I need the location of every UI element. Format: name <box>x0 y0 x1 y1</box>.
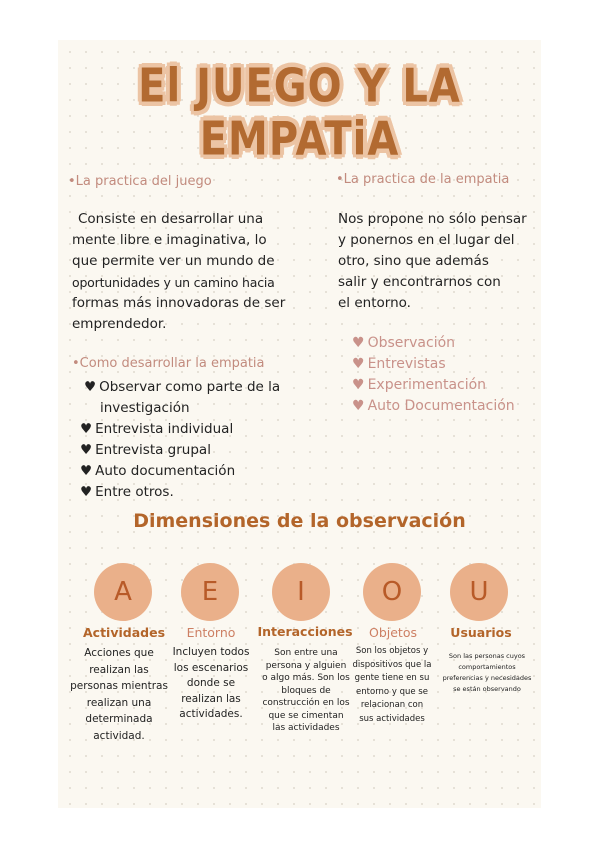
dimension-name-interacciones: Interacciones <box>257 624 353 639</box>
heading-practica-empatia: •La practica de la empatia <box>336 172 510 187</box>
heart-icon: ♥ <box>352 335 365 351</box>
text-line: oportunidades y un camino hacia <box>72 275 275 290</box>
list-item: ♥ Observar como parte de la <box>84 377 280 398</box>
dimension-name-usuarios: Usuarios <box>450 625 512 640</box>
text-line: mente libre e imaginativa, lo <box>72 232 267 248</box>
empatia-methods-list <box>352 333 515 417</box>
letter-circle-i: I <box>272 563 330 621</box>
list-item-continuation: investigación <box>100 400 190 416</box>
text-line: otro, sino que además <box>338 253 489 269</box>
list-item: ♥ Observación <box>352 333 515 354</box>
text-line: Consiste en desarrollar una <box>78 211 264 227</box>
heart-icon: ♥ <box>352 356 365 372</box>
text-practica-juego <box>72 209 322 335</box>
list-item: ♥ Entre otros. <box>80 482 280 503</box>
list-item: ♥ Auto Documentación <box>352 396 515 417</box>
dimension-desc-entorno: Incluyen todos los escenarios donde se realizan las actividades. <box>172 646 250 720</box>
letter-circle-o: O <box>363 563 421 621</box>
heart-icon: ♥ <box>80 442 93 458</box>
heart-icon: ♥ <box>84 379 97 395</box>
text-line: Nos propone no sólo pensar <box>338 211 527 227</box>
heart-icon: ♥ <box>80 484 93 500</box>
dimension-name-actividades: Actividades <box>82 625 166 640</box>
list-item: ♥ Auto documentación <box>80 461 280 482</box>
letter-circle-u: U <box>450 563 508 621</box>
como-desarrollar-list <box>80 377 281 503</box>
text-line: formas más innovadoras de ser <box>72 295 286 311</box>
text-line: el entorno. <box>338 295 411 311</box>
list-item: ♥ Entrevista grupal <box>80 440 280 461</box>
dimensiones-title: Dimensiones de la observación <box>133 510 466 532</box>
text-line: salir y encontrarnos con <box>338 274 501 290</box>
dimension-desc-interacciones: Son entre una persona y alguien o algo más. Son los bloques de construcción en los que se cimentan las actividades <box>262 648 350 733</box>
dimension-desc-objetos: Son los objetos y dispositivos que la gente tiene en su entorno y que se relacionan con sus actividades <box>352 646 432 724</box>
dimension-name-entorno: Entorno <box>186 625 236 640</box>
list-item: ♥ Experimentación <box>352 375 515 396</box>
heading-como-desarrollar: •Como desarrollar la empatia <box>72 356 265 371</box>
heading-practica-juego: •La practica del juego <box>68 174 212 189</box>
text-practica-empatia <box>338 209 538 314</box>
list-item: ♥ Entrevista individual <box>80 419 280 440</box>
list-item: ♥ Entrevistas <box>352 354 515 375</box>
text-line: emprendedor. <box>72 316 167 332</box>
heart-icon: ♥ <box>352 377 365 393</box>
heart-icon: ♥ <box>80 463 93 479</box>
text-line: que permite ver un mundo de <box>72 253 275 269</box>
dimension-desc-usuarios: Son las personas cuyos comportamientos preferencias y necesidades se están observando <box>442 652 532 693</box>
dimension-name-objetos: Objetos <box>369 625 417 640</box>
letter-circle-a: A <box>94 563 152 621</box>
dimension-desc-actividades: Acciones que realizan las personas mientras realizan una determinada actividad. <box>70 647 168 742</box>
heart-icon: ♥ <box>352 398 365 414</box>
heart-icon: ♥ <box>80 421 93 437</box>
page-title: El JUEGO Y LA EMPATiA <box>138 60 461 166</box>
letter-circle-e: E <box>181 563 239 621</box>
text-line: y ponernos en el lugar del <box>338 232 515 248</box>
